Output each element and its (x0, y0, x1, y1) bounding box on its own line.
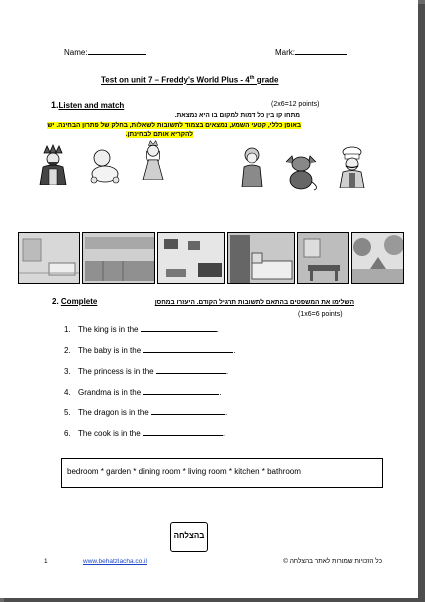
website-link[interactable]: www.behatzlacha.co.il (83, 558, 147, 565)
page-shadow-bottom (4, 598, 425, 602)
page-title: Test on unit 7 – Freddy's World Plus - 4th grade (101, 75, 279, 85)
answer-blank-5[interactable] (151, 408, 225, 415)
garden-picture[interactable] (351, 232, 404, 284)
name-line (64, 48, 146, 57)
section1-heading: 1.Listen and match (51, 100, 125, 110)
bathroom-picture[interactable] (18, 232, 80, 284)
answer-blank-6[interactable] (143, 429, 223, 436)
sentence-4: 4. Grandma is in the . (64, 388, 222, 397)
mark-blank[interactable] (295, 48, 347, 55)
living-room-picture[interactable] (157, 232, 225, 284)
copyright-text: כל הזכויות שמורות לאתר בהצלחה © (283, 558, 382, 565)
bedroom-picture[interactable] (227, 232, 295, 284)
page-shadow-right (418, 4, 425, 602)
section1-points: (2x6=12 points) (271, 101, 320, 108)
sentence-2: 2. The baby is in the . (64, 346, 236, 355)
sentence-3: 3. The princess is in the . (64, 367, 229, 376)
mark-label: Mark: (275, 48, 295, 57)
mark-line (275, 48, 347, 57)
answer-blank-2[interactable] (143, 346, 233, 353)
behatzlacha-logo: בהצלחה (170, 522, 208, 552)
answer-blank-3[interactable] (156, 367, 226, 374)
dining-room-picture[interactable] (297, 232, 349, 284)
answer-blank-1[interactable] (141, 325, 217, 332)
section2-instruction: השלימו את המשפטים בהתאם לתשובות תרגיל הקודם. היעזרו במחסן (154, 299, 354, 306)
princess-picture[interactable] (134, 138, 172, 180)
word-bank: bedroom * garden * dining room * living room * kitchen * bathroom (61, 458, 383, 488)
sentence-1: 1. The king is in the . (64, 325, 219, 334)
kitchen-picture[interactable] (82, 232, 155, 284)
sentence-6: 6. The cook is in the . (64, 429, 226, 438)
section1-note-line1: באופן כללי, קטעי השמע, נמצאים בצמוד לתשובות לשאלות, בחלק של פתרון הבחינה. יש (47, 122, 301, 129)
section1-instruction: מתחו קו בין כל דמות למקום בו היא נמצאת. (174, 112, 300, 119)
grandma-picture[interactable] (233, 145, 271, 187)
answer-blank-4[interactable] (143, 388, 219, 395)
king-picture[interactable] (34, 143, 72, 185)
cook-picture[interactable] (333, 146, 371, 188)
baby-picture[interactable] (86, 146, 124, 188)
page-number: 1 (44, 558, 48, 565)
sentence-5: 5. The dragon is in the . (64, 408, 228, 417)
dragon-picture[interactable] (282, 150, 320, 192)
section2-heading: 2. Complete (52, 297, 98, 306)
name-blank[interactable] (88, 48, 146, 55)
section1-note-line2: להקריא אותם לבחינתן. (125, 131, 193, 138)
name-label: Name: (64, 48, 88, 57)
section2-points: (1x6=6 points) (298, 311, 343, 318)
